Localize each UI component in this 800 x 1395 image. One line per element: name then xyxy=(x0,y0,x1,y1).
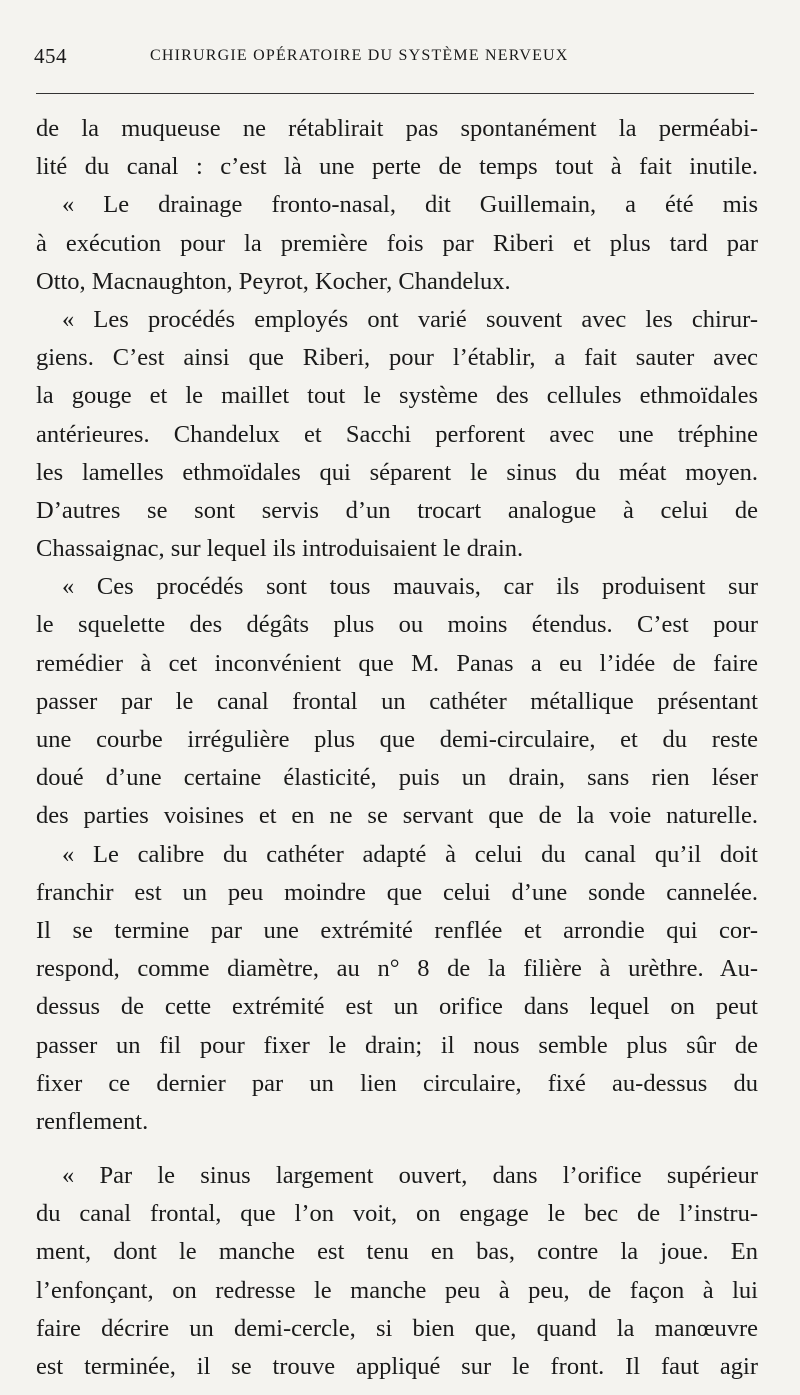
text-line: respond, comme diamètre, au n° 8 de la filière à urèthre. Au- xyxy=(36,955,758,983)
header-rule xyxy=(36,93,754,94)
text-line: la gouge et le maillet tout le système des cellules ethmoïdales xyxy=(36,382,758,410)
text-line: de la muqueuse ne rétablirait pas spontanément la perméabi- xyxy=(36,115,758,142)
text-line: Otto, Macnaughton, Peyrot, Kocher, Chandelux. xyxy=(36,267,511,295)
text-line: fixer ce dernier par un lien circulaire, fixé au-dessus du xyxy=(36,1069,758,1097)
paragraph xyxy=(36,1157,758,1386)
text-line: « Le drainage fronto-nasal, dit Guillemain, a été mis xyxy=(62,191,758,219)
text-line: passer par le canal frontal un cathéter métallique présentant xyxy=(36,687,758,715)
text-line: « Ces procédés sont tous mauvais, car ils produisent sur xyxy=(62,573,758,601)
text-line: « Le calibre du cathéter adapté à celui du canal qu’il doit xyxy=(62,840,758,868)
text-line: est terminée, il se trouve appliqué sur le front. Il faut agir xyxy=(36,1353,758,1380)
text-line: du canal frontal, que l’on voit, on engage le bec de l’instru- xyxy=(36,1200,758,1228)
paragraph xyxy=(36,186,758,301)
text-line: giens. C’est ainsi que Riberi, pour l’établir, a fait sauter avec xyxy=(36,344,758,372)
text-line: remédier à cet inconvénient que M. Panas a eu l’idée de faire xyxy=(36,649,758,677)
text-line: à exécution pour la première fois par Riberi et plus tard par xyxy=(36,229,758,257)
text-line: Il se termine par une extrémité renflée et arrondie qui cor- xyxy=(36,916,758,944)
body-text xyxy=(36,110,758,1386)
text-line: D’autres se sont servis d’un trocart analogue à celui de xyxy=(36,496,758,524)
text-line: les lamelles ethmoïdales qui séparent le sinus du méat moyen. xyxy=(36,458,758,486)
paragraph xyxy=(36,568,758,835)
page-header xyxy=(30,38,750,72)
running-head: CHIRURGIE OPÉRATOIRE DU SYSTÈME NERVEUX xyxy=(150,47,569,64)
text-line: dessus de cette extrémité est un orifice dans lequel on peut xyxy=(36,993,758,1021)
text-line: des parties voisines et en ne se servant que de la voie naturelle. xyxy=(36,802,758,830)
text-line: franchir est un peu moindre que celui d’une sonde cannelée. xyxy=(36,878,758,906)
text-line: lité du canal : c’est là une perte de temps tout à fait inutile. xyxy=(36,153,758,181)
text-line: faire décrire un demi-cercle, si bien que, quand la manœuvre xyxy=(36,1314,758,1342)
text-line: renflement. xyxy=(36,1107,149,1135)
paragraph xyxy=(36,836,758,1142)
text-line: une courbe irrégulière plus que demi-circulaire, et du reste xyxy=(36,726,758,753)
paragraph xyxy=(36,301,758,568)
text-line: le squelette des dégâts plus ou moins étendus. C’est pour xyxy=(36,611,758,639)
page-number: 454 xyxy=(34,44,67,68)
text-line: ment, dont le manche est tenu en bas, contre la joue. En xyxy=(36,1238,758,1266)
text-line: passer un fil pour fixer le drain; il nous semble plus sûr de xyxy=(36,1031,758,1059)
text-line: antérieures. Chandelux et Sacchi perforent avec une tréphine xyxy=(36,420,758,448)
text-line: « Par le sinus largement ouvert, dans l’orifice supérieur xyxy=(62,1162,758,1190)
paragraph-gap xyxy=(36,1141,758,1157)
text-line: l’enfonçant, on redresse le manche peu à peu, de façon à lui xyxy=(36,1276,758,1304)
text-line: doué d’une certaine élasticité, puis un drain, sans rien léser xyxy=(36,764,758,792)
paragraph xyxy=(36,110,758,186)
text-line: Chassaignac, sur lequel ils introduisaient le drain. xyxy=(36,535,524,563)
text-line: « Les procédés employés ont varié souvent avec les chirur- xyxy=(62,305,758,333)
